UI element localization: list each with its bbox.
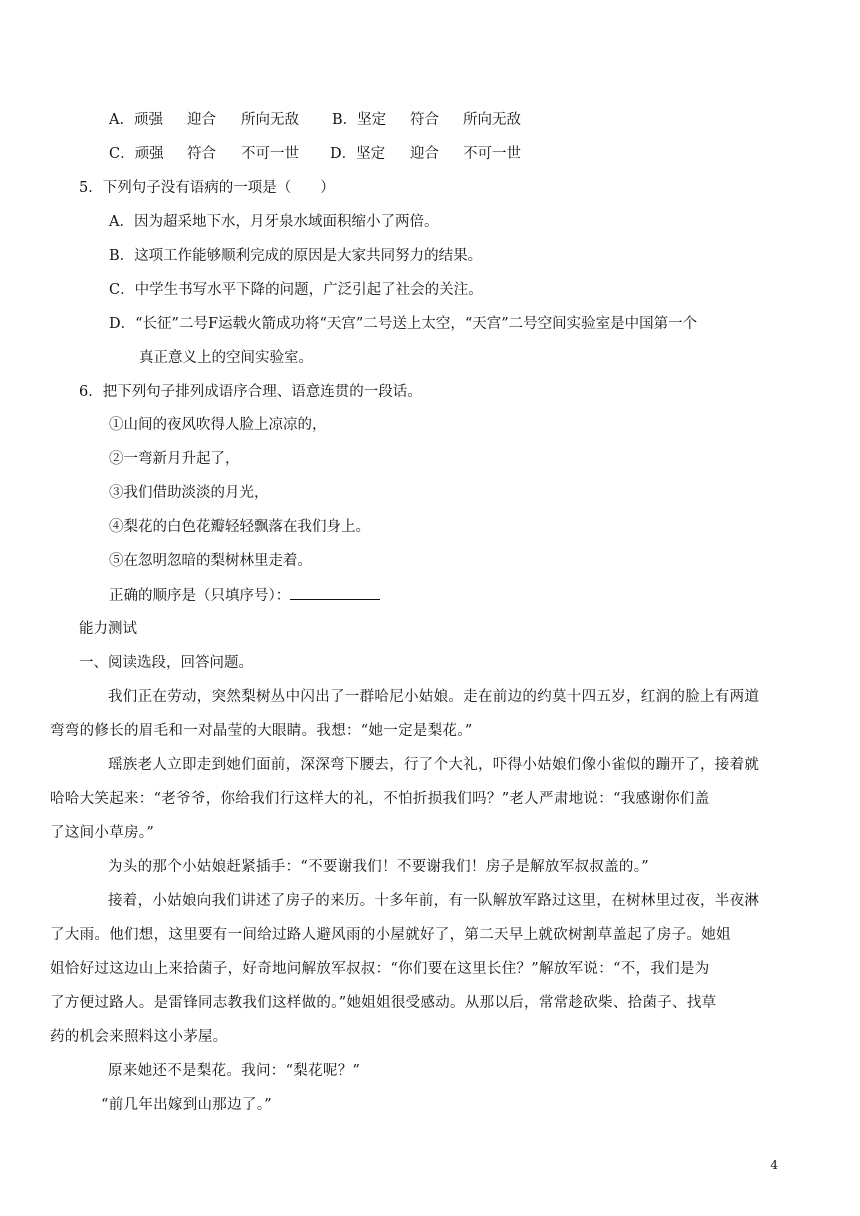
passage-line: 了大雨。他们想，这里要有一间给过路人避风雨的小屋就好了，第二天早上就砍树割草盖起了房子。她姐 [50,927,731,943]
q4-option-c-word2: 符合 [187,146,216,162]
q4-option-d-word2: 迎合 [410,146,439,162]
q6-sentence-5: ⑤在忽明忽暗的梨树林里走着。 [109,553,312,569]
q4-option-a-word3: 所向无敌 [241,112,299,128]
q6-stem: 6．把下列句子排列成语序合理、语意连贯的一段话。 [79,384,422,400]
passage-line: 姐恰好过这边山上来拾菌子，好奇地问解放军叔叔：“你们要在这里长住？”解放军说：“不，我们是为 [50,961,710,977]
passage-paragraph-6 [79,1088,779,1122]
passage-paragraph-3 [79,850,779,884]
option-word: 坚定 [356,146,386,162]
passage-line: 了这间小草房。” [50,825,155,841]
passage-paragraph-5 [79,1054,779,1088]
passage-line: 我们正在劳动，突然梨树丛中闪出了一群哈尼小姑娘。走在前边的约莫十四五岁，红润的脸上有两道 [108,689,760,705]
passage-line: 为头的那个小姑娘赶紧插手：“不要谢我们！不要谢我们！房子是解放军叔叔盖的。” [108,859,649,875]
answer-prompt: 正确的顺序是（只填序号）： [109,588,291,604]
passage-line: 哈哈大笑起来：“老爷爷，你给我们行这样大的礼，不怕折损我们吗？”老人严肃地说：“我感谢你们盖 [50,791,710,807]
passage-paragraph-1 [50,680,779,748]
passage-line: 药的机会来照料这小茅屋。 [50,1029,228,1045]
passage-paragraph-2 [50,748,779,850]
q4-option-b [332,110,386,130]
q4-option-a [109,110,163,130]
q4-option-c-word3: 不可一世 [241,146,299,162]
q4-option-d [330,144,385,164]
q4-option-b-word3: 所向无敌 [463,112,521,128]
passage-paragraph-4 [50,884,779,1054]
option-letter: C． [109,146,135,162]
q5-option-b: B．这项工作能够顺利完成的原因是大家共同努力的结果。 [109,248,483,264]
option-word: 顽强 [134,146,164,162]
section-title: 能力测试 [79,621,137,637]
passage-line: 了方便过路人。是雷锋同志教我们这样做的。”她姐姐很受感动。从那以后，常常趁砍柴、拾菌子、找草 [50,995,717,1011]
q5-option-a: A．因为超采地下水，月牙泉水域面积缩小了两倍。 [109,214,439,230]
q4-option-d-word3: 不可一世 [463,146,521,162]
reading-instruction: 一、阅读选段，回答问题。 [79,655,253,671]
q4-option-c [109,144,164,164]
passage-line: 原来她还不是梨花。我问：“梨花呢？” [108,1063,361,1079]
passage-line: “前几年出嫁到山那边了。” [101,1097,272,1113]
q4-option-b-word2: 符合 [410,112,439,128]
passage-line: 接着，小姑娘向我们讲述了房子的来历。十多年前，有一队解放军路过这里，在树林里过夜，半夜淋 [108,893,760,909]
q4-option-a-word2: 迎合 [187,112,216,128]
q6-sentence-4: ④梨花的白色花瓣轻轻飘落在我们身上。 [109,519,370,535]
page-number: 4 [770,1158,778,1172]
q6-sentence-3: ③我们借助淡淡的月光， [109,485,269,501]
option-word: 顽强 [133,112,163,128]
q6-sentence-1: ①山间的夜风吹得人脸上凉凉的， [109,417,327,433]
q6-sentence-2: ②一弯新月升起了， [109,451,240,467]
option-word: 坚定 [357,112,387,128]
option-letter: A． [109,112,134,128]
passage-line: 瑶族老人立即走到她们面前，深深弯下腰去，行了个大礼，吓得小姑娘们像小雀似的蹦开了，接着就 [108,757,760,773]
q5-stem: 5．下列句子没有语病的一项是（ ） [79,180,335,196]
q5-option-d-continued: 真正意义上的空间实验室。 [139,350,313,366]
q5-option-c: C．中学生书写水平下降的问题，广泛引起了社会的关注。 [109,282,483,298]
option-letter: D． [330,146,357,162]
option-letter: B． [332,112,358,128]
answer-blank[interactable] [290,585,380,600]
passage-line: 弯弯的修长的眉毛和一对晶莹的大眼睛。我想：“她一定是梨花。” [50,723,473,739]
q5-option-d: D．“长征”二号F运载火箭成功将“天宫”二号送上太空，“天宫”二号空间实验室是中国第一个 [109,316,698,332]
q6-answer-line [109,585,380,606]
